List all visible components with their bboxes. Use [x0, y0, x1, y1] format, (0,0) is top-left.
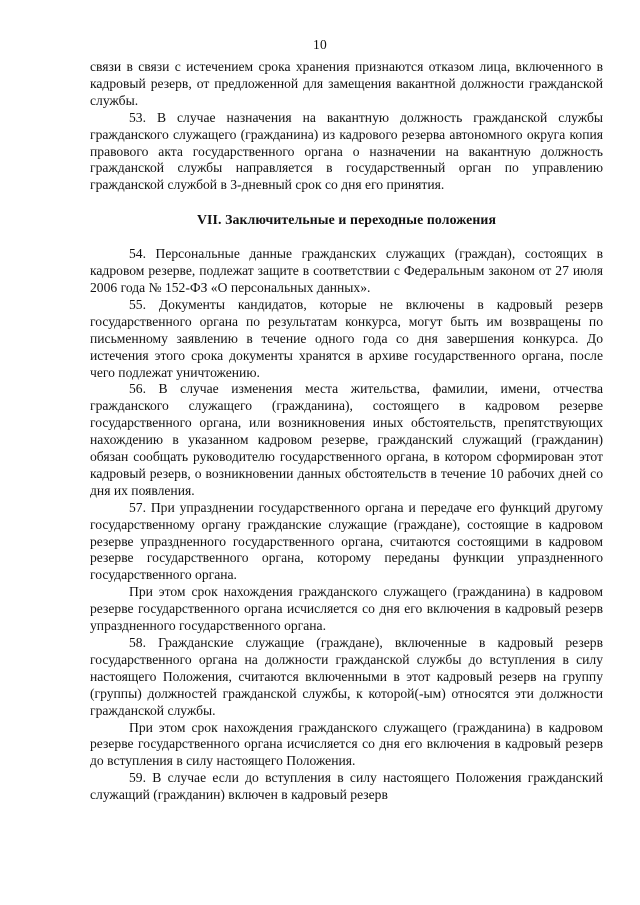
paragraph-54: 54. Персональные данные гражданских служащих (граждан), состоящих в кадровом резерве, подлежат защите в соответствии с Федеральным законом от 27 июля 2006 года № 152-ФЗ «О персональных данных». — [90, 246, 603, 295]
paragraph-58: 58. Гражданские служащие (граждане), включенные в кадровый резерв государственного органа на должности гражданской службы до вступления в силу настоящего Положения, считаются включенными в этот кадровый резерв на группу (группы) должностей гражданской службы, к которой(-ым) относятся эти должности гражданской службы. — [90, 635, 603, 718]
paragraph-57: 57. При упразднении государственного органа и передаче его функций другому государственному органу гражданские служащие (граждане), состоящие в кадровом резерве упраздненного государственного органа, считаются состоящими в кадровом резерве государственного органа, которому переданы функции упраздненного государственного органа. — [90, 499, 603, 583]
section-heading: VII. Заключительные и переходные положения — [196, 212, 497, 228]
paragraph-57-note: При этом срок нахождения гражданского служащего (гражданина) в кадровом резерве государственного органа исчисляется со дня его включения в кадровый резерв упраздненного государственного органа. — [90, 584, 603, 634]
document-body — [90, 59, 603, 804]
page-number: 10 — [312, 37, 328, 52]
paragraph-53: 53. В случае назначения на вакантную должность гражданской службы гражданского служащего (гражданина) из кадрового резерва автономного округа копия правового акта государственного органа о назначении на вакантную должность гражданской службы направляется в государственный орган по управлению гражданской службой в 3-дневный срок со дня его принятия. — [90, 109, 603, 193]
paragraph-52-continuation: связи в связи с истечением срока хранения признаются отказом лица, включенного в кадровый резерв, от предложенной для замещения вакантной должности гражданской службы. — [90, 59, 603, 108]
paragraph-56: 56. В случае изменения места жительства, фамилии, имени, отчества гражданского служащего (гражданина), состоящего в кадровом резерве государственного органа, или возникновения иных обстоятельств, препятствующих нахождению в указанном кадровом резерве, гражданский служащий (гражданин) обязан сообщать руководителю государственного органа, в котором сформирован этот кадровый резерв, о возникновении данных обстоятельств в течение 10 рабочих дней со дня их появления. — [90, 381, 603, 498]
paragraph-58-note: При этом срок нахождения гражданского служащего (гражданина) в кадровом резерве государственного органа исчисляется со дня его включения в кадровый резерв до вступления в силу настоящего Положения. — [90, 719, 603, 769]
paragraph-59: 59. В случае если до вступления в силу настоящего Положения гражданский служащий (гражданин) включен в кадровый резерв — [90, 770, 603, 803]
paragraph-55: 55. Документы кандидатов, которые не включены в кадровый резерв государственного органа по результатам конкурса, могут быть им возвращены по письменному заявлению в течение одного года со дня завершения конкурса. До истечения этого срока документы хранятся в архиве государственного органа, после чего подлежат уничтожению. — [90, 296, 603, 380]
